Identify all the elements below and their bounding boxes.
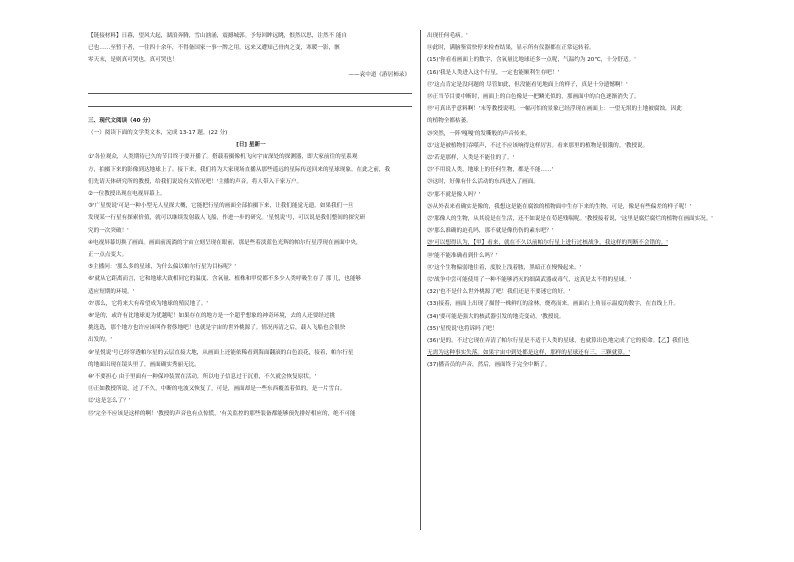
underlined-paragraph: ㉙'可以想得认为，【甲】看来，就在不久以前帕尔行星上进行过核战争，我这样的判断不会错的。' xyxy=(427,240,668,247)
paragraph: ②一位教授出现在电视屏幕上。 xyxy=(88,191,166,198)
link-material-line-3: 零天末，是则真可哭也，真可哭也！ xyxy=(88,57,178,64)
paragraph: (32)'也不是什么世外桃源了吧！我们还是不要迷它的好。' xyxy=(427,289,571,296)
paragraph: 出发的。' xyxy=(88,337,112,344)
paragraph: (35)'星悦说'也将诉吗了吧！ xyxy=(427,325,498,332)
paragraph: ㉘'那么准确的迫孔吗，那不就是像伤伤的素东吧？' xyxy=(427,228,554,235)
paragraph: (34)'要可能是强大的核武器引发的地壳变动。'教授说。 xyxy=(427,313,565,320)
paragraph: 的植物全都枯萎。 xyxy=(427,118,472,125)
paragraph: 挑选选，那个地方也许应该叫作奢侈地吧！也就是宇宙的世外桃源了。情况再清之后，载人飞船也会很快 xyxy=(88,325,346,332)
paragraph: ㉚'能不能准确看到什么吗？' xyxy=(427,252,498,259)
paragraph: ⑩'不要担心 由于里面有一种保冲装置在活动，所以电子信息过于沉重，不久就会恢复原状。' xyxy=(88,374,317,381)
link-material-line-1: 【链接材料】日暮，望风大起，湖浪奔腾，雪山汹涌，震撼城郭。予每回眸远眺，恨然以思，注然不 能自 xyxy=(88,33,348,39)
paragraph: (33)接着，画面上出现了描替一株鲜红的涂林，烧鸡而来。画面右上角显示温度的数字，在直线上升。 xyxy=(427,301,680,308)
paragraph: (36)'是的。不过它现在弄清了帕尔行星是不适于人类的星球，也就算出色地完成了它的使命。【乙】我们也 xyxy=(427,338,689,345)
underlined-paragraph: 无需为这种事实失落。如果宇宙中到处都是这样，那样的星球还有三、三颗就算。' xyxy=(427,350,630,357)
paragraph: (37)播音员的声音，然后，画面终于完全中断了。 xyxy=(427,362,551,369)
paragraph: 出现任何毛病。' xyxy=(427,33,468,39)
paragraph: ㉔这时，好像有什么活动的东西进入了画面。 xyxy=(427,179,539,186)
paragraph: 究的一次突破！' xyxy=(88,227,129,234)
paragraph: ⑫'这是怎么了？' xyxy=(88,398,131,405)
paragraph: 方，拍摄下来的影像到达地球上了。接下来，我们将为大家现场直播从那些遥远的星际传送回来的星球现象。在此之前，我 xyxy=(88,166,391,173)
reading-intro: （一）阅读下面的文学类文本，完成 13-17 题。(22 分) xyxy=(88,130,228,137)
paragraph: 的地面出现在镜头里了，画面确实秀丽无比。 xyxy=(88,361,200,368)
paragraph: ⑪正如教授所说，过了不久，中断的电波又恢复了。可是，画面却是一些东西覆盖着似的，是一片雪白。 xyxy=(88,386,346,393)
paragraph: ㉕'那不就是像人吗？' xyxy=(427,191,481,198)
paragraph: ⑭此时，满脑鉴赏快停来检查结果，显示所有仪器都在正常运转着。 xyxy=(427,45,595,52)
paragraph: ㉓'不用说人类，地球上的任何生物，都是不能……' xyxy=(427,167,554,174)
paragraph: ㉜'战争中尝可能使用了一种不能够消灭的细菌武器或毒气，这真是太不得的星球。' xyxy=(427,277,632,284)
paragraph: ⑬'完全不应该是这样的啊！'教授的声音也有点惊慌，'有关监控的那些装备都能够预先排好相应的，绝不可能 xyxy=(88,410,356,417)
link-material-line-2: 已也……至暂于者，一往四十余年，不得备国家一事一牌之用。远来又遭知己骨肉之变，寒暖一影，骸 xyxy=(88,45,340,52)
paragraph: ⑰'这点肯定是没问题的 尽管如此，但没能看见地面上的样子，真是十分遗憾啊！' xyxy=(427,81,628,88)
paragraph: 适应短期的环境。' xyxy=(88,288,135,295)
paragraph: (16)'我是人类进入这个行星，一定也能顺利生存吧！' xyxy=(427,69,560,76)
paragraph: ⑲'可真出乎意料啊！'末等教授说明，一幅可怕的景象已经浮现在画面上：一望无垠的土地被腐蚀，因此 xyxy=(427,106,682,113)
paragraph: ㉒'若是那样，人类是不能住的了。' xyxy=(427,155,514,162)
paragraph: 发现某一行星有探索价值，就可以继续发射载人飞船，作进一步的研究。'星悦说'号，可以说是我们整间的探究研 xyxy=(88,215,366,222)
answer-line-1 xyxy=(88,81,412,94)
paragraph: ㉛'这个生物偏弱地往着，度胶上浅着脓，黑暗正在慢慢起来。' xyxy=(427,264,582,271)
paragraph: ⑧'是的，或许有比地球更为优越呢！如果存在的地方是一个超乎想象的神奇环境，去的人还要经过挑 xyxy=(88,313,336,320)
paragraph: ⑦'那么，它将来大有希望成为地球的殖民地了。' xyxy=(88,300,208,307)
paragraph: ㉖从外表来看确实是像的，我想这是能在腐蚀的植物面中生存下来的生物。可是，像是有些偏差的样子呢！' xyxy=(427,203,692,210)
paragraph: 正一点点变大。 xyxy=(88,252,128,259)
section-heading: 三、现代文阅读（40 分） xyxy=(88,117,154,124)
answer-line-2 xyxy=(88,94,412,107)
paragraph: ⑱正当节目要中断时，画面上的白色像是一把鳞光似的，那画面中的白色逐渐消失了。 xyxy=(427,94,640,101)
right-column xyxy=(427,30,753,372)
paragraph: ⑥'就从它距离而言，它和地球大致相同它的温度、含氧量、植株和甲烷都不多少人类呼吸生存了 那 儿，也能够 xyxy=(88,276,362,283)
paragraph: ③'广星悦说'可是一种小型无人星探大概，它能把行星的画面全部拍摄下来，让我们能觉无遗。如果我们一旦 xyxy=(88,203,354,210)
paragraph: ⑳突然，一阵'嘎嘎'的发嘶般的声音传来。 xyxy=(427,130,531,137)
attribution: ——袁中道《游居杮录》 xyxy=(348,71,410,78)
paragraph: ⑤主播问：'那么多的星球，为什么偏以帕尔行星为目标呢？' xyxy=(88,264,236,271)
paragraph: (15)'你看看画面上的数字，含氧量比地球还多一点呢，气温约为 20℃，十分舒适。' xyxy=(427,57,636,64)
paragraph: ⑨'星悦说'号已经穿透帕尔星的云层直接大地，从画面上还能依稀看到海面翻滚的白色浪花，接着，帕尔行星 xyxy=(88,349,354,356)
paragraph: ①'各位观众，人类期待已久的节目终于要开播了。搭载着摄像机飞向宇宙深处的探测器，即大家前往的星系观 xyxy=(88,154,358,161)
paragraph: 们先请天体研究所的教授，给我们说说有关情况吧！'主播的声音，将人带入千家万户。 xyxy=(88,178,303,185)
story-author: [日] 星新一 xyxy=(236,142,266,149)
column-divider xyxy=(420,30,421,530)
left-column xyxy=(88,30,414,420)
paragraph: ㉑'这是被植物们吞噬声，不过不应该响得这样厉害。看来那里的植物是很饿的。'教授说。 xyxy=(427,142,649,149)
paragraph: ㉗'那像人的生物，从其说是在生活，还不如说是在苟延残喘呢。'教授接着说，'这里是腐烂腐烂的植物在画面实况。' xyxy=(427,216,713,223)
paragraph: ④电视屏幕切换了画面。画面前流淌的宇宙立刻呈现在眼前，那是些着淡蓝色光辉的帕尔行星浮现在画面中央， xyxy=(88,239,362,246)
